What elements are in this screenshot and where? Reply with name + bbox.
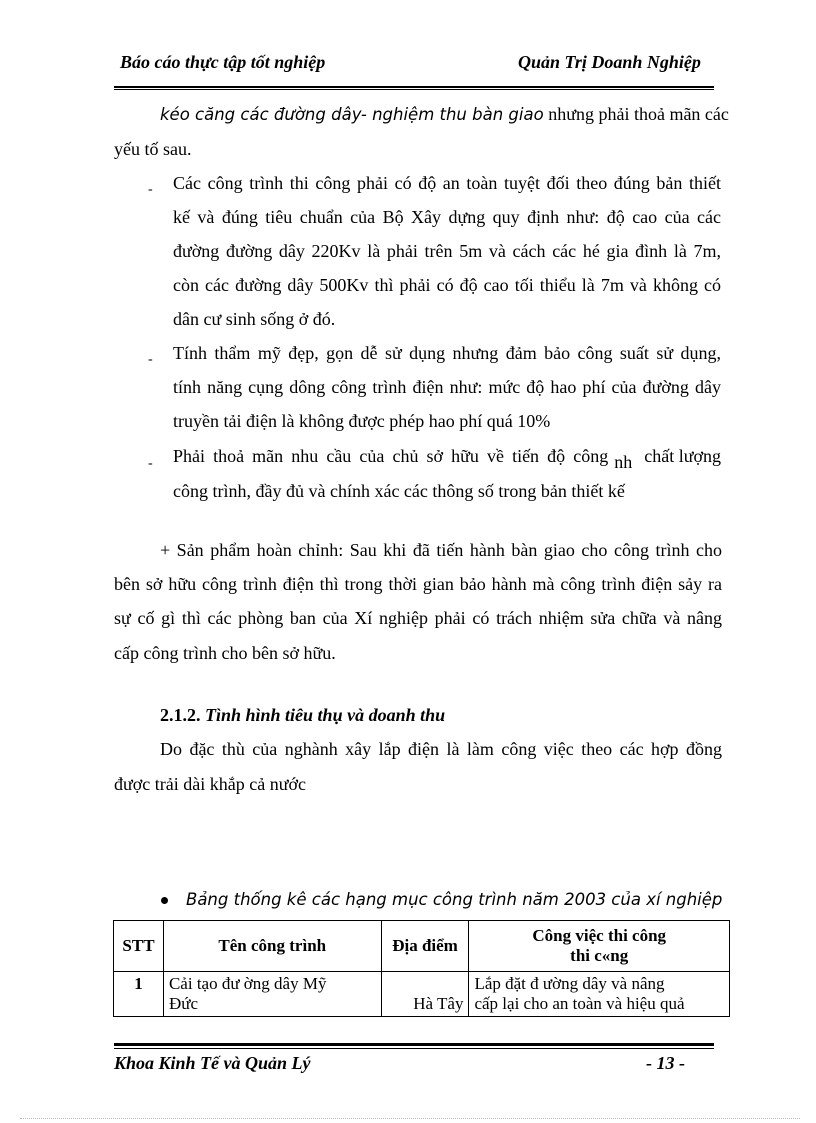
- header-left: Báo cáo thực tập tốt nghiệp: [120, 52, 326, 72]
- item1-line-2: kế và đúng tiêu chuẩn của Bộ Xây dựng quy định như: độ cao của các: [173, 207, 721, 227]
- product-line-3: sự cố gì thì các phòng ban của Xí nghiệp phải có trách nhiệm sửa chữa và nâng: [114, 608, 722, 628]
- item3-line-2: công trình, đầy đủ và chính xác các thông số trong bản thiết kế: [173, 481, 625, 501]
- header-rule: [114, 86, 714, 88]
- footer-rule-thin: [114, 1048, 714, 1049]
- para2-line-2: được trải dài khắp cả nước: [114, 774, 306, 794]
- footer-left: Khoa Kinh Tế và Quản Lý: [114, 1053, 311, 1073]
- item2-line-2: tính năng cụng dông công trình điện như: mức độ hao phí của đường dây: [173, 377, 721, 397]
- section-number: 2.1.2.: [160, 705, 201, 725]
- dash-2: -: [148, 352, 153, 367]
- statistics-table: [113, 920, 730, 1017]
- header-name: Tên công trình: [163, 921, 381, 972]
- header-place: Địa điểm: [381, 921, 469, 972]
- header-work-line-1: Công việc thi công: [532, 926, 667, 945]
- page-edge-dotted: [20, 1118, 800, 1119]
- intro-italic: kéo căng các đường dây- nghiệm thu bàn giao: [160, 105, 544, 124]
- table-header-row: [114, 921, 730, 972]
- cell-name: [163, 972, 381, 1017]
- item1-line-1: Các công trình thi công phải có độ an toàn tuyệt đối theo đúng bản thiết: [173, 173, 721, 193]
- cell-stt: 1: [114, 972, 164, 1017]
- item1-line-3: đường đường dây 220Kv là phải trên 5m và cách các hé gia đình là 7m,: [173, 241, 721, 261]
- cell-place: Hà Tây: [381, 972, 469, 1017]
- header-rule-thin: [114, 89, 714, 90]
- page-number: - 13 -: [646, 1053, 685, 1073]
- section-title: Tình hình tiêu thụ và doanh thu: [205, 705, 446, 725]
- para2-line-1: Do đặc thù của nghành xây lắp điện là làm công việc theo các hợp đồng: [160, 739, 722, 759]
- section-heading: [160, 705, 445, 725]
- item3-text-a: Phải thoả mãn nhu cầu của chủ sở hữu về tiến độ công: [173, 446, 609, 466]
- product-line-4: cấp công trình cho bên sở hữu.: [114, 643, 336, 663]
- cell-work: [469, 972, 730, 1017]
- intro-rest: nhưng phải thoả mãn các: [543, 104, 729, 124]
- cell-work-line-1: Lắp đặt đ ường dây và nâng: [474, 974, 665, 993]
- item1-line-4: còn các đường dây 500Kv thì phải có độ cao tối thiểu là 7m và không có: [173, 275, 721, 295]
- cell-work-line-2: cấp lại cho an toàn và hiệu quả: [474, 994, 685, 1013]
- table-caption: Bảng thống kê các hạng mục công trình năm 2003 của xí nghiệp: [186, 890, 723, 909]
- cell-name-line-1: Cải tạo đư ờng dây Mỹ: [168, 974, 327, 993]
- item3-line-1: [173, 446, 721, 472]
- item3-sub: nh: [614, 452, 633, 472]
- item3-text-b: chất lượng: [644, 446, 721, 466]
- product-line-2: bên sở hữu công trình điện thì trong thời gian bảo hành mà công trình điện sảy ra: [114, 574, 722, 594]
- footer-rule: [114, 1043, 714, 1046]
- item2-line-1: Tính thẩm mỹ đẹp, gọn dễ sử dụng nhưng đảm bảo công suất sử dụng,: [173, 343, 721, 363]
- header-stt: STT: [114, 921, 164, 972]
- dash-3: -: [148, 456, 153, 471]
- table-row: [114, 972, 730, 1017]
- item1-line-5: dân cư sinh sống ở đó.: [173, 309, 336, 329]
- header-work: [469, 921, 730, 972]
- dash-1: -: [148, 182, 153, 197]
- cell-name-line-2: Đức: [168, 994, 199, 1013]
- header-work-line-2: thi c«ng: [570, 946, 629, 965]
- intro-line: [160, 104, 729, 125]
- product-line-1: + Sản phẩm hoàn chỉnh: Sau khi đã tiến hành bàn giao cho công trình cho: [160, 540, 722, 560]
- item2-line-3: truyền tải điện là không được phép hao phí quá 10%: [173, 411, 551, 431]
- header-right: Quản Trị Doanh Nghiệp: [518, 52, 701, 72]
- intro-line-2: yếu tố sau.: [114, 139, 192, 159]
- caption-bullet: [161, 897, 168, 904]
